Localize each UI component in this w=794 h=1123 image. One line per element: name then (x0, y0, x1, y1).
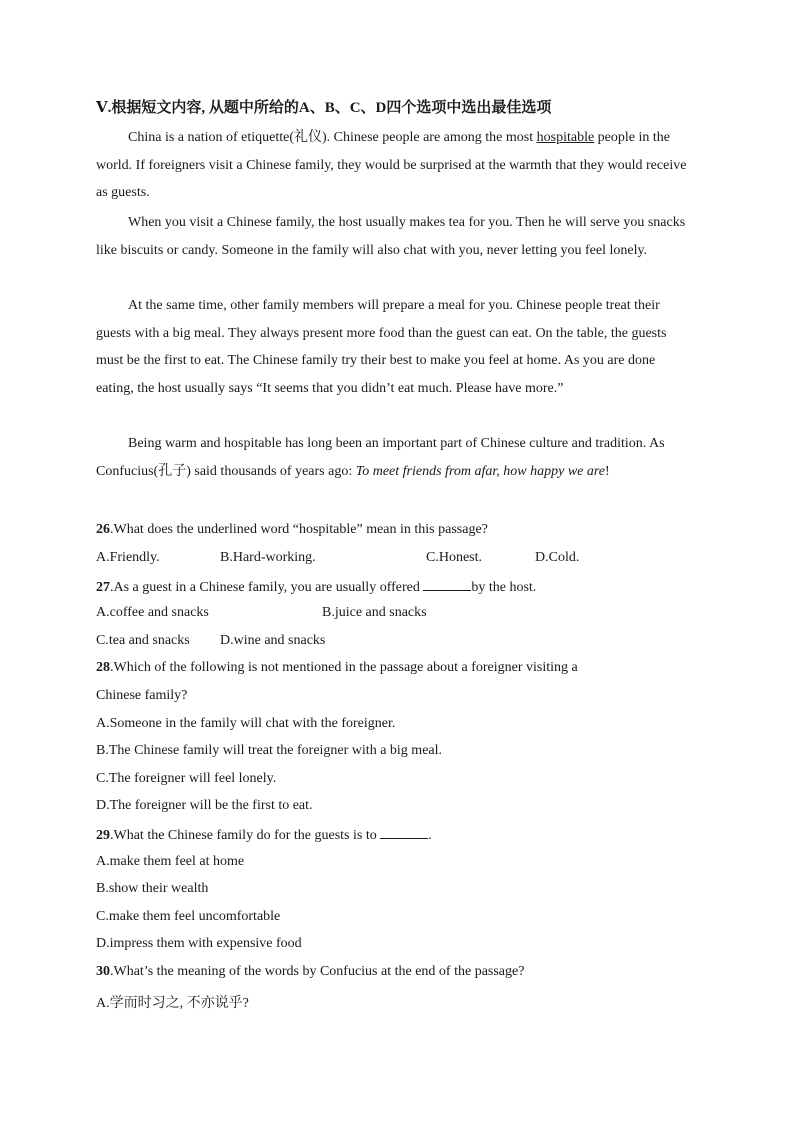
option-27-a: A.coffee and snacks (96, 605, 209, 620)
option-27-d: D.wine and snacks (220, 633, 326, 648)
question-number: 29 (96, 828, 110, 843)
paragraph-text: When you visit a Chinese family, the host usually makes tea for you. Then he will serve you snacks like biscuits or candy. Someone in the family will also chat with you, never letting you feel lonely. (96, 215, 686, 258)
paragraph-text: China is a nation of etiquette(礼仪). Chinese people are among the most (128, 130, 537, 145)
question-number: 26 (96, 522, 110, 537)
question-text: What does the underlined word “hospitable” mean in this passage? (113, 522, 488, 537)
passage-paragraph-2 (96, 209, 696, 264)
answer-blank (423, 578, 471, 591)
question-text: by the host. (471, 580, 537, 595)
option-27-c: C.tea and snacks (96, 633, 190, 648)
question-28-line2: Chinese family? (96, 688, 188, 703)
question-number: 28 (96, 660, 110, 675)
option-29-c: C.make them feel uncomfortable (96, 909, 281, 924)
option-26-a: A.Friendly. (96, 550, 160, 565)
passage-paragraph-3 (96, 292, 696, 402)
option-26-c: C.Honest. (426, 550, 482, 565)
paragraph-text: ! (605, 463, 610, 479)
paragraph-text: people in the world. If foreigners visit a Chinese family, they would be surprised at the warmth that they would receive as guests. (96, 130, 687, 201)
option-28-b: B.The Chinese family will treat the foreigner with a big meal. (96, 743, 443, 758)
question-text: What the Chinese family do for the guests is to (113, 828, 381, 843)
paragraph-text: Being warm and hospitable has long been an important part of Chinese culture and tradition. As Confucius(孔子) said thousands of years ago: (96, 436, 665, 479)
option-28-a: A.Someone in the family will chat with the foreigner. (96, 716, 396, 731)
option-28-c: C.The foreigner will feel lonely. (96, 771, 277, 786)
question-27: 27.As a guest in a Chinese family, you are usually offered by the host. (96, 580, 537, 595)
question-text: . (428, 828, 432, 843)
question-28: 28.Which of the following is not mentioned in the passage about a foreigner visiting a (96, 660, 578, 675)
option-29-d: D.impress them with expensive food (96, 936, 302, 951)
question-30: 30.What’s the meaning of the words by Confucius at the end of the passage? (96, 964, 525, 979)
option-26-d: D.Cold. (535, 550, 580, 565)
answer-blank (380, 826, 428, 839)
option-28-d: D.The foreigner will be the first to eat. (96, 798, 313, 813)
option-29-a: A.make them feel at home (96, 854, 245, 869)
option-30-a: A.学而时习之, 不亦说乎? (96, 996, 249, 1011)
question-text: What’s the meaning of the words by Confucius at the end of the passage? (113, 964, 525, 979)
question-number: 30 (96, 964, 110, 979)
question-29: 29.What the Chinese family do for the guests is to . (96, 828, 432, 843)
section-heading: Ⅴ.根据短文内容, 从题中所给的A、B、C、D四个选项中选出最佳选项 (96, 100, 552, 116)
question-text: Which of the following is not mentioned in the passage about a foreigner visiting a (113, 660, 578, 675)
question-text: As a guest in a Chinese family, you are usually offered (113, 580, 424, 595)
paragraph-text: At the same time, other family members will prepare a meal for you. Chinese people treat their guests with a big meal. They always present more food than the guest can eat. On the table, the guests must be the first to eat. The Chinese family try their best to make you feel at home. As you are done eating, the host usually says “It seems that you didn’t eat much. Please have more.” (96, 298, 667, 396)
passage-paragraph-4 (96, 430, 696, 485)
option-29-b: B.show their wealth (96, 881, 209, 896)
passage-paragraph-1 (96, 124, 696, 207)
option-27-b: B.juice and snacks (322, 605, 427, 620)
confucius-quote: To meet friends from afar, how happy we are (355, 463, 606, 479)
question-26: 26.What does the underlined word “hospitable” mean in this passage? (96, 522, 488, 537)
underlined-word: hospitable (536, 130, 595, 145)
question-number: 27 (96, 580, 110, 595)
option-26-b: B.Hard-working. (220, 550, 316, 565)
